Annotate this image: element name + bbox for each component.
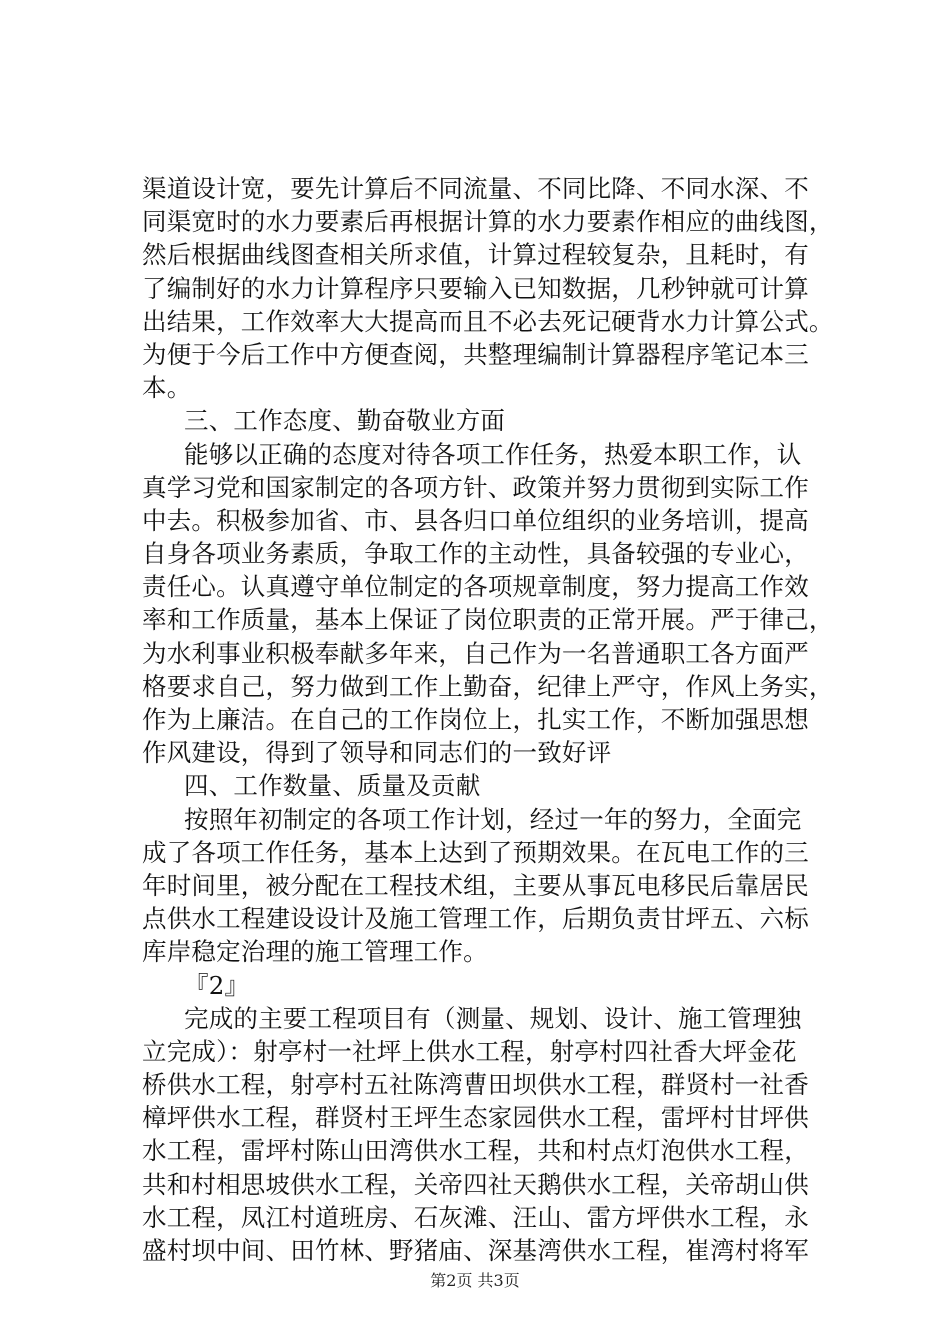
text-line: 成了各项工作任务，基本上达到了预期效果。在瓦电工作的三 [142,837,809,867]
text-line: 自身各项业务素质，争取工作的主动性，具备较强的专业心， [142,539,809,569]
text-line: 中去。积极参加省、市、县各归口单位组织的业务培训，提高 [142,505,809,535]
text-line: 完成的主要工程项目有（测量、规划、设计、施工管理独 [184,1003,802,1033]
text-line: 年时间里，被分配在工程技术组，主要从事瓦电移民后靠居民 [142,870,809,900]
page-number-label: 第2页 共3页 [430,1271,520,1290]
section-heading: 四、工作数量、质量及贡献 [184,771,481,801]
text-line: 格要求自己，努力做到工作上勤奋，纪律上严守，作风上务实， [142,671,834,701]
text-line: 真学习党和国家制定的各项方针、政策并努力贯彻到实际工作 [142,472,809,502]
text-line: 点供水工程建设设计及施工管理工作，后期负责甘坪五、六标 [142,904,809,934]
text-line: 按照年初制定的各项工作计划，经过一年的努力，全面完 [184,804,802,834]
section-heading: 三、工作态度、勤奋敬业方面 [184,406,506,436]
text-line: 能够以正确的态度对待各项工作任务，热爱本职工作，认 [184,439,802,469]
text-line: 作为上廉洁。在自己的工作岗位上，扎实工作，不断加强思想 [142,705,809,734]
text-line: 为水利事业积极奉献多年来，自己作为一名普通职工各方面严 [142,638,809,668]
text-line: 渠道设计宽，要先计算后不同流量、不同比降、不同水深、不 [142,174,809,203]
text-line: 责任心。认真遵守单位制定的各项规章制度，努力提高工作效 [142,572,809,602]
page-marker: 『2』 [184,970,250,1000]
text-line: 桥供水工程，射亭村五社陈湾曹田坝供水工程，群贤村一社香 [142,1070,809,1100]
text-line: 立完成）：射亭村一社坪上供水工程，射亭村四社香大坪金花 [142,1036,797,1066]
text-line: 樟坪供水工程，群贤村王坪生态家园供水工程，雷坪村甘坪供 [142,1103,809,1133]
text-line: 为便于今后工作中方便查阅，共整理编制计算器程序笔记本三 [142,339,809,369]
text-line: 然后根据曲线图查相关所求值，计算过程较复杂，且耗时，有 [142,240,809,270]
page-footer [0,1271,950,1291]
body-text [142,172,832,1267]
text-line: 水工程，凤江村道班房、石灰滩、汪山、雷方坪供水工程，永 [142,1202,809,1232]
text-line: 水工程，雷坪村陈山田湾供水工程，共和村点灯泡供水工程， [142,1136,809,1166]
text-line: 本。 [142,373,192,403]
text-line: 出结果，工作效率大大提高而且不必去死记硬背水力计算公式。 [142,306,834,336]
text-line: 盛村坝中间、田竹林、野猪庙、深基湾供水工程，崔湾村将军 [142,1236,809,1265]
text-line: 同渠宽时的水力要素后再根据计算的水力要素作相应的曲线图， [142,207,834,237]
text-line: 了编制好的水力计算程序只要输入已知数据，几秒钟就可计算 [142,273,809,303]
text-line: 率和工作质量，基本上保证了岗位职责的正常开展。严于律己， [142,605,834,635]
text-line: 库岸稳定治理的施工管理工作。 [142,937,488,967]
text-line: 作风建设，得到了领导和同志们的一致好评 [142,738,612,768]
text-line: 共和村相思坡供水工程，关帝四社天鹅供水工程，关帝胡山供 [142,1169,809,1199]
